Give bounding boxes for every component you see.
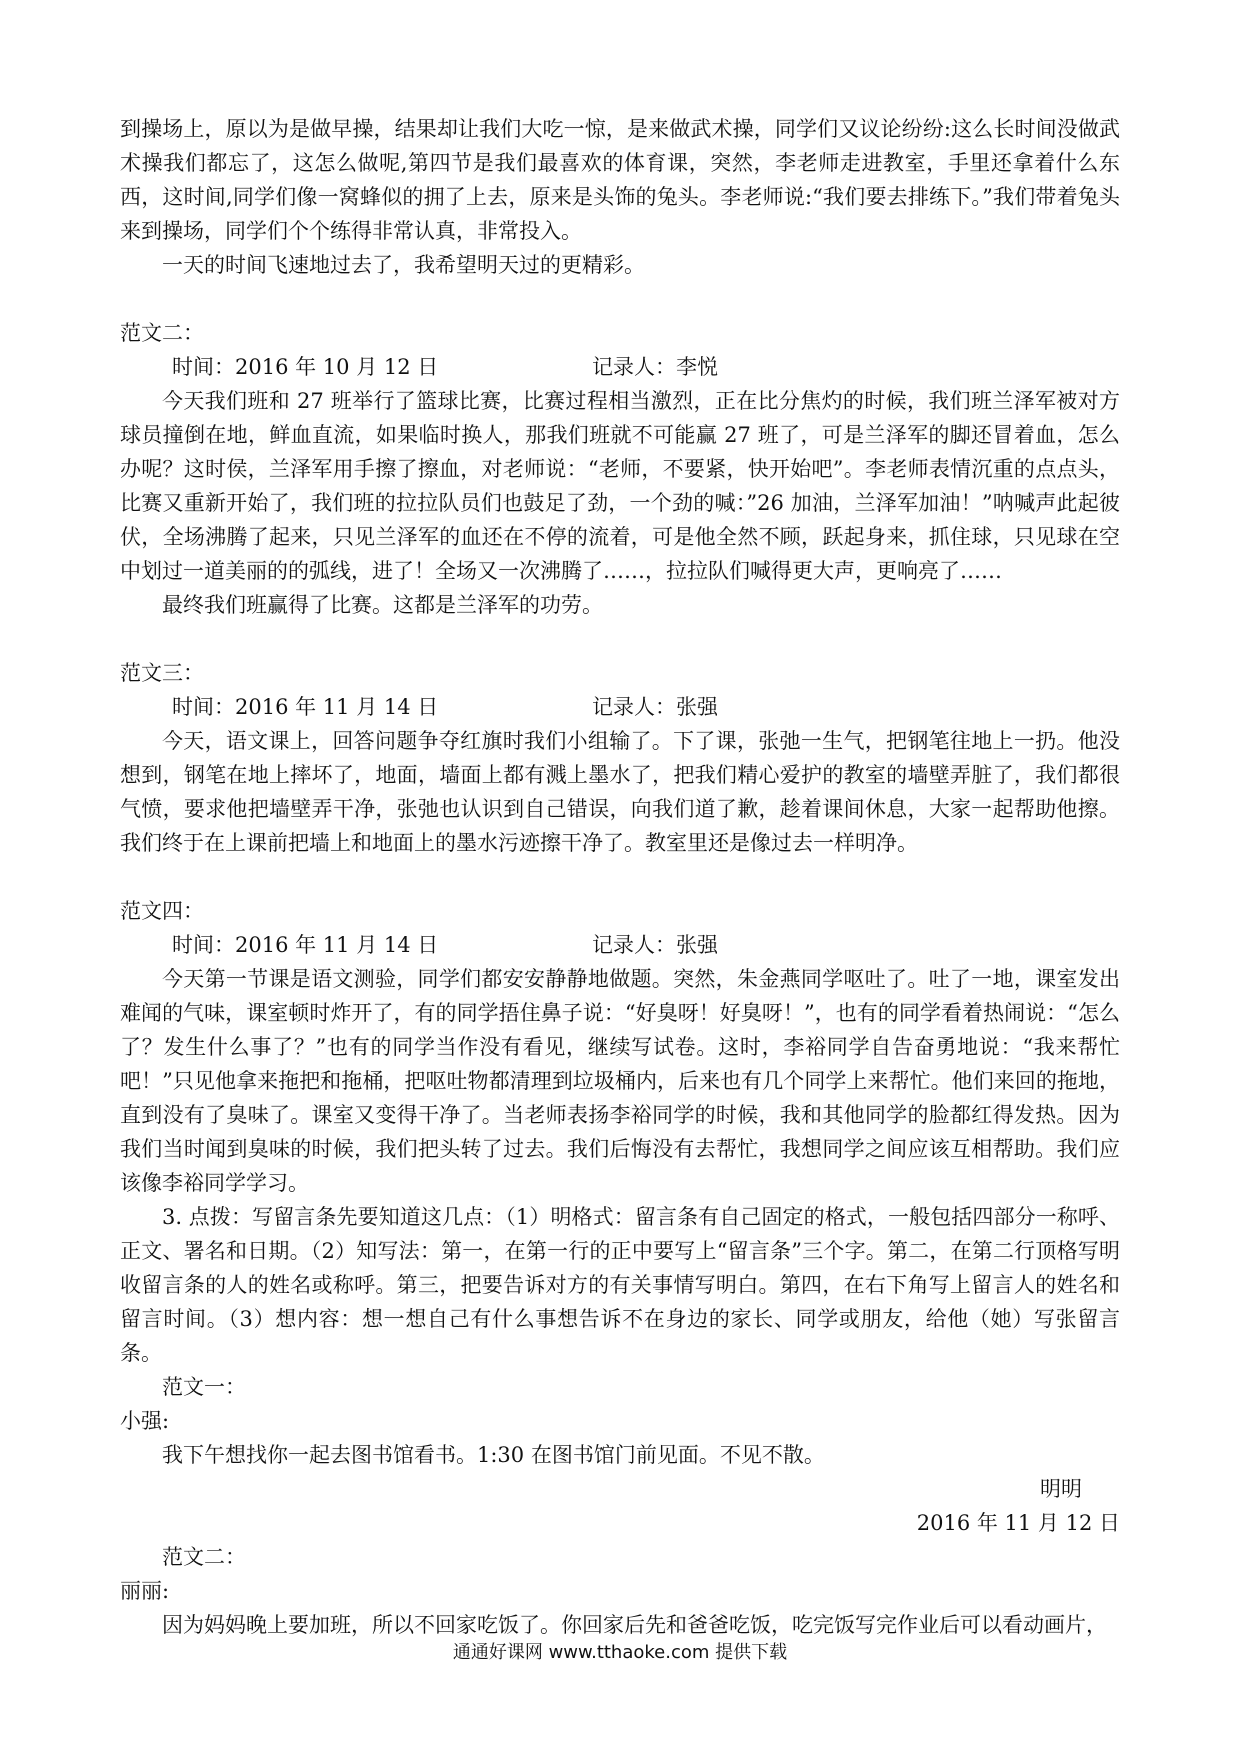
note2-body: 因为妈妈晚上要加班，所以不回家吃饭了。你回家后先和爸爸吃饭，吃完饭写完作业后可以看动画片， [162, 1613, 1107, 1637]
sample3-meta [120, 690, 1120, 724]
page-footer: 通通好课网 www.tthaoke.com 提供下载 [452, 1642, 788, 1663]
sample2-body: 今天我们班和 27 班举行了篮球比赛，比赛过程相当激烈，正在比分焦灼的时候，我们班兰泽军被对方球员撞倒在地，鲜血直流，如果临时换人，那我们班就不可能赢 27 班了，可是兰泽军的脚还冒着血，怎么办呢？这时侯，兰泽军用手擦了擦血，对老师说：“老师，不要紧，快开始吧”。李老师表情沉重的点点头，比赛又重新开始了，我们班的拉拉队员们也鼓足了劲，一个劲的喊：”26 加油，兰泽军加油！”呐喊声此起彼伏，全场沸腾了起来，只见兰泽军的血还在不停的流着，可是他全然不顾，跃起身来，抓住球，只见球在空中划过一道美丽的的弧线，进了！全场又一次沸腾了……，拉拉队们喊得更大声，更响亮了…… [120, 389, 1120, 583]
sample4-meta [120, 928, 1120, 962]
note1-date: 2016 年 11 月 12 日 [916, 1511, 1120, 1535]
sample2-time: 时间：2016 年 10 月 12 日 [172, 355, 439, 379]
note1-heading: 范文一： [162, 1375, 246, 1399]
note2-salutation: 丽丽: [120, 1579, 170, 1603]
document-page [120, 112, 1120, 1642]
sample2-heading: 范文二： [120, 321, 204, 345]
sample3-body: 今天，语文课上，回答问题争夺红旗时我们小组输了。下了课，张弛一生气，把钢笔往地上一扔。他没想到，钢笔在地上摔坏了，地面，墙面上都有溅上墨水了，把我们精心爱护的教室的墙壁弄脏了，我们都很气愤，要求他把墙壁弄干净，张弛也认识到自己错误，向我们道了歉，趁着课间休息，大家一起帮助他擦。我们终于在上课前把墙上和地面上的墨水污迹擦干净了。教室里还是像过去一样明净。 [120, 729, 1120, 855]
sample2-recorder: 记录人：李悦 [592, 355, 718, 379]
sample2-closing: 最终我们班赢得了比赛。这都是兰泽军的功劳。 [162, 593, 603, 617]
sample3-time: 时间：2016 年 11 月 14 日 [172, 695, 439, 719]
sample3-heading: 范文三： [120, 661, 204, 685]
intro-paragraph: 到操场上，原以为是做早操，结果却让我们大吃一惊，是来做武术操，同学们又议论纷纷:这么长时间没做武术操我们都忘了，这怎么做呢,第四节是我们最喜欢的体育课，突然，李老师走进教室，手里还拿着什么东西，这时间,同学们像一窝蜂似的拥了上去，原来是头饰的兔头。李老师说:“我们要去排练下。”我们带着兔头来到操场，同学们个个练得非常认真，非常投入。 [120, 117, 1120, 243]
note2-heading: 范文二： [162, 1545, 246, 1569]
note1-signer: 明明 [1040, 1477, 1082, 1501]
sample2-meta [120, 350, 1120, 384]
sample4-body: 今天第一节课是语文测验，同学们都安安静静地做题。突然，朱金燕同学呕吐了。吐了一地，课室发出难闻的气味，课室顿时炸开了，有的同学捂住鼻子说：“好臭呀！好臭呀！”，也有的同学看着热闹说：“怎么了？发生什么事了？”也有的同学当作没有看见，继续写试卷。这时，李裕同学自告奋勇地说：“我来帮忙吧！”只见他拿来拖把和拖桶，把呕吐物都清理到垃圾桶内，后来也有几个同学上来帮忙。他们来回的拖地，直到没有了臭味了。课室又变得干净了。当老师表扬李裕同学的时候，我和其他同学的脸都红得发热。因为我们当时闻到臭味的时候，我们把头转了过去。我们后悔没有去帮忙，我想同学之间应该互相帮助。我们应该像李裕同学学习。 [120, 967, 1120, 1195]
sample4-time: 时间：2016 年 11 月 14 日 [172, 933, 439, 957]
sample4-heading: 范文四： [120, 899, 204, 923]
sample3-recorder: 记录人：张强 [592, 695, 718, 719]
note1-body: 我下午想找你一起去图书馆看书。1:30 在图书馆门前见面。不见不散。 [162, 1443, 825, 1467]
intro-closing: 一天的时间飞速地过去了，我希望明天过的更精彩。 [162, 253, 645, 277]
note1-salutation: 小强: [120, 1409, 170, 1433]
tips-paragraph: 3. 点拨：写留言条先要知道这几点：（1）明格式：留言条有自己固定的格式，一般包括四部分一称呼、正文、署名和日期。（2）知写法：第一，在第一行的正中要写上“留言条”三个字。第二，在第二行顶格写明收留言条的人的姓名或称呼。第三，把要告诉对方的有关事情写明白。第四，在右下角写上留言人的姓名和留言时间。（3）想内容：想一想自己有什么事想告诉不在身边的家长、同学或朋友，给他（她）写张留言条。 [120, 1205, 1120, 1365]
sample4-recorder: 记录人：张强 [592, 933, 718, 957]
